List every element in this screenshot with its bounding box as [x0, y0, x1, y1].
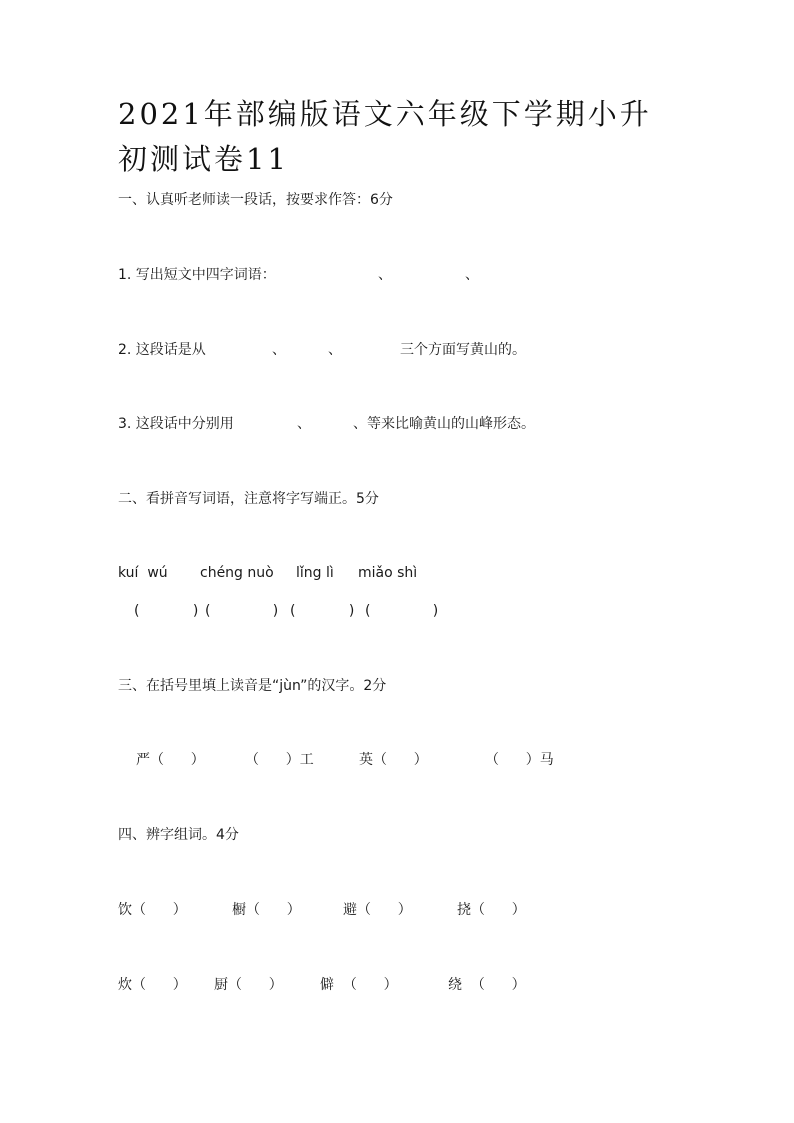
word-group-item[interactable]: 厨（ ）	[214, 977, 283, 993]
word-group-item[interactable]: 橱（ ）	[232, 902, 301, 918]
question-1-separator: 、	[378, 267, 392, 283]
question-2-text: 2. 这段话是从	[118, 342, 206, 358]
question-2-separator: 、	[328, 342, 342, 358]
question-1-text: 1. 写出短文中四字词语：	[118, 267, 276, 283]
question-1-separator: 、	[465, 267, 479, 283]
word-group-item[interactable]: 绕 （ ）	[448, 977, 526, 993]
page-title: 2021年部编版语文六年级下学期小升初测试卷11	[118, 97, 652, 176]
word-group-item[interactable]: 炊（ ）	[118, 977, 187, 993]
fill-in-item[interactable]: （ ）工	[245, 752, 314, 768]
word-group-item[interactable]: 僻 （ ）	[320, 977, 398, 993]
fill-in-item[interactable]: （ ）马	[485, 752, 554, 768]
word-group-item[interactable]: 避（ ）	[343, 902, 412, 918]
question-2-tail: 三个方面写黄山的。	[400, 342, 526, 358]
question-2-separator: 、	[272, 342, 286, 358]
question-3-separator: 、	[297, 416, 311, 432]
pinyin-item: kuí wú	[118, 565, 168, 581]
word-group-item[interactable]: 挠（ ）	[457, 902, 526, 918]
section1-heading: 一、认真听老师读一段话，按要求作答：6分	[118, 192, 393, 208]
answer-blank[interactable]: ( )	[205, 603, 279, 619]
pinyin-item: chéng nuò	[200, 565, 274, 581]
fill-in-item[interactable]: 严（ ）	[136, 752, 205, 768]
section3-heading: 三、在括号里填上读音是“jùn”的汉字。2分	[118, 678, 387, 694]
section4-heading: 四、辨字组词。4分	[118, 827, 239, 843]
pinyin-item: lǐng lì	[296, 565, 334, 581]
pinyin-item: miǎo shì	[358, 565, 418, 581]
word-group-item[interactable]: 饮（ ）	[118, 902, 187, 918]
question-3-text: 3. 这段话中分别用	[118, 416, 234, 432]
section2-heading: 二、看拼音写词语，注意将字写端正。5分	[118, 491, 379, 507]
answer-blank[interactable]: ( )	[134, 603, 199, 619]
answer-blank[interactable]: ( )	[290, 603, 355, 619]
fill-in-item[interactable]: 英（ ）	[359, 752, 428, 768]
answer-blank[interactable]: ( )	[365, 603, 439, 619]
question-3-tail: 、等来比喻黄山的山峰形态。	[353, 416, 535, 432]
